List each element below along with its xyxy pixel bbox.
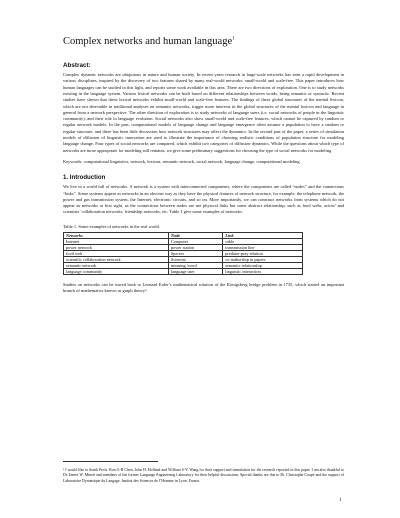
title-text: Complex networks and human language	[63, 36, 233, 47]
table-cell: power station	[168, 244, 222, 250]
table-row	[64, 268, 303, 274]
keywords: Keywords: computational linguistics, network, lexicon, semantic network, social network, language change, computational modeling	[63, 158, 300, 164]
table-cell: Species	[168, 250, 222, 256]
table-cell: semantic network	[64, 262, 169, 268]
table-caption: Table 1. Some examples of networks in the real world.	[63, 223, 160, 229]
introduction-paragraph-2: Studies on networks can be traced back to Leonard Euler’s mathematical solution of the Königsberg bridge problem in 1735, which started an important branch of mathematics known as graph theory².	[63, 281, 344, 293]
table-cell: Internet	[64, 238, 169, 244]
footnote: ¹ I would like to thank Profs. Ron G-R Chen, John H. Holland and William S-Y. Wang for their support and stimulation for the research reported in this paper. I am also thankful to Dr. James W. Minett and members of the former Language Engineering Laboratory for their helpful discussions. Special thanks are due to Dr. Christophe Coupé and the support of Laboratoire Dynamique du Langage, Institut des Sciences de l’Homme in Lyon, France.	[63, 467, 344, 483]
paper-page	[63, 36, 344, 294]
footnote-divider	[63, 461, 158, 462]
table-cell: semantic relationship	[223, 262, 303, 268]
title-footnote-mark: 1	[232, 36, 235, 42]
table-cell: transmission line	[223, 244, 303, 250]
introduction-paragraph-1: We live in a world full of networks. A network is a system with interconnected components, where the components are called “nodes” and the connections “links”. Some systems appear as networks in an obvious way as they have the physical features of network structure, for example, the telephone network, the power and gas transmission system, the Internet, electronic circuits, and so on. More importantly, we can construct networks from systems which do not appear as networks at first sight, as the connections between nodes are not physical links but some abstract relationship, such as food webs, actors’ and scientists’ collaboration networks, friendship networks, etc. Table 1 give some examples of networks.	[63, 184, 344, 215]
abstract-heading: Abstract:	[63, 62, 91, 70]
table-cell: food web	[64, 250, 169, 256]
table-cell: scientific collaboration network	[64, 256, 169, 262]
table-cell: language community	[64, 268, 169, 274]
table-cell: linguistic interaction	[223, 268, 303, 274]
table-cell: predator-pray relation	[223, 250, 303, 256]
abstract-text: Complex dynamic networks are ubiquitous in nature and human society. In recent years research in large-scale networks has seen a rapid development in various disciplines, inspired by the discovery of two features shared by many real-world networks: small-world and scale-free. This paper introduces how human languages can be studied in this light, and reports some work available in this area. There are two directions of exploration. One is to study networks existing in the language system. Various lexical networks can be built based on different relationships between words, being semantic or syntactic. Recent studies have shown that these lexical networks exhibit small-world and scale-free features. The findings of these global structures of the mental lexicon, which are not detectable in traditional analyses on semantic networks, trigger more interests in the global structures of the mental lexicon and language in general from a network perspective. The other direction of exploration is to study networks of language users (i.e. social networks of people in the linguistic community), and their role in language evolution. Social networks also show small-world and scale-free features, which cannot be captured by random or regular network models. In the past, computational models of language change and language emergence often assume a population to have a random or regular structure, and there has been little discussion how network structures may affect the dynamics. In the second part of the paper, a series of simulation models of diffusion of linguistic innovation are used to illustrate the importance of choosing realistic conditions of population structure for modeling language change. Four types of social networks are compared, which exhibit two categories of diffusion dynamics. While the questions about which type of networks are more appropriate for modeling still remains, we give some preliminary suggestions for choosing the type of social networks for modeling.	[63, 72, 344, 153]
table-cell: co-authorship in papers	[223, 256, 303, 262]
page-number: 1	[339, 497, 342, 503]
networks-table	[63, 232, 303, 275]
table-header-cell: Node	[168, 232, 222, 238]
table-cell: meaning /word	[168, 262, 222, 268]
table-header-cell: Networks	[64, 232, 169, 238]
table-cell: Computer	[168, 238, 222, 244]
paper-title	[63, 36, 344, 48]
table-header-cell: Link	[223, 232, 303, 238]
table-cell: cable	[223, 238, 303, 244]
table-cell: language user	[168, 268, 222, 274]
table-cell: power network	[64, 244, 169, 250]
introduction-heading: 1. Introduction	[63, 174, 106, 182]
table-cell: Scientist	[168, 256, 222, 262]
